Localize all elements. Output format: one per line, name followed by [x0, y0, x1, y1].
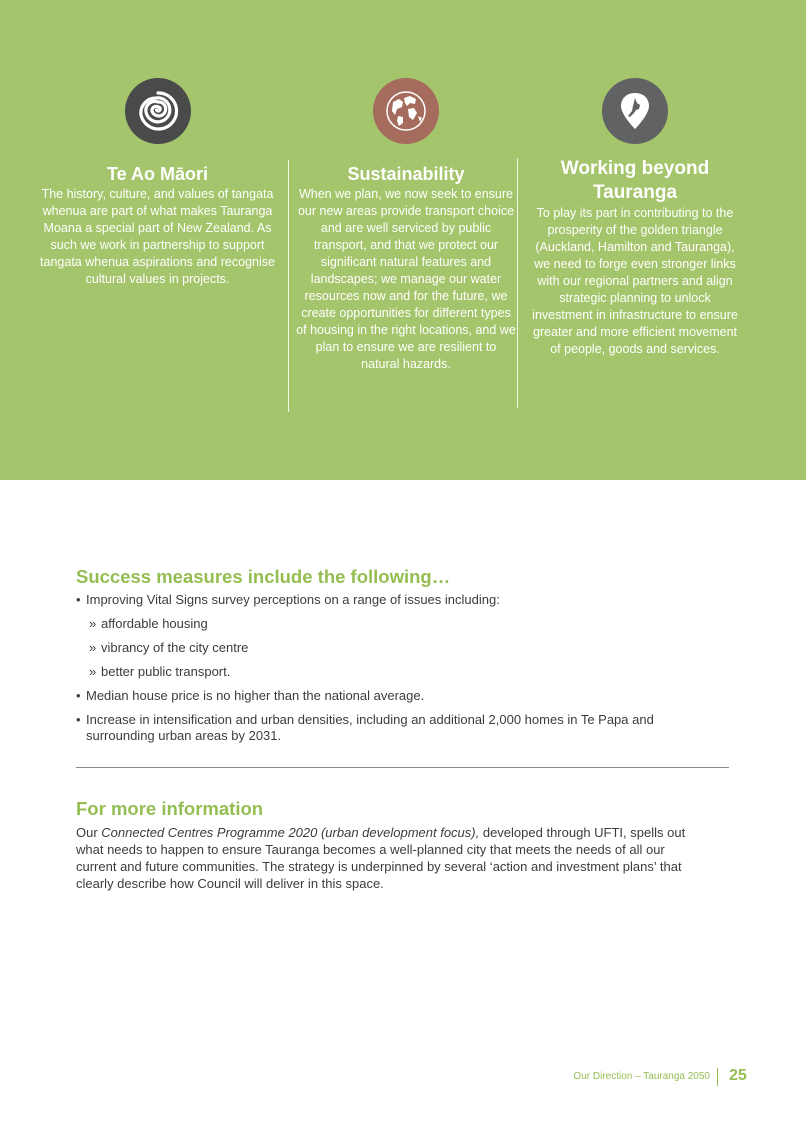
pillar-title-line: Working beyond: [560, 158, 710, 179]
pillar-title: Te Ao Māori: [106, 164, 208, 184]
success-list: [76, 592, 730, 744]
text-run: clearly describe how Council will deliver in this space.: [76, 876, 384, 891]
nz-map-pin-icon: [602, 78, 668, 144]
list-item-line: Increase in intensification and urban densities, including an additional 2,000 homes in Te Papa and: [86, 712, 654, 727]
programme-title: Connected Centres Programme 2020 (urban development focus),: [101, 825, 480, 840]
column-divider: [288, 160, 289, 412]
section-heading: Success measures include the following…: [76, 566, 451, 587]
pillar-te-ao-maori: [30, 78, 285, 288]
document-title: Our Direction – Tauranga 2050: [573, 1071, 710, 1082]
text-run: current and future communities. The strategy is underpinned by several ‘action and investment plans’ that: [76, 859, 682, 874]
text-run: Our: [76, 825, 102, 840]
success-measures-section: [76, 565, 730, 744]
more-info-paragraph: [76, 824, 730, 892]
list-item: • Improving Vital Signs survey perceptions on a range of issues including:: [76, 592, 730, 608]
sub-list-item: » vibrancy of the city centre: [89, 640, 730, 656]
pillar-title: Sustainability: [347, 164, 465, 184]
pillar-sustainability: [296, 78, 516, 373]
sub-list-item: » better public transport.: [89, 664, 730, 680]
pillar-body: When we plan, we now seek to ensure our new areas provide transport choice and are well serviced by public transport, and that we protect our significant natural features and landscapes; we manage our water resources now and for the future, we create opportunities for different types of housing in the right locations, and we plan to ensure we are resilient to natural hazards.: [296, 187, 516, 371]
section-heading: For more information: [76, 798, 264, 819]
page-number: 25: [729, 1067, 747, 1084]
pillar-body: To play its part in contributing to the prosperity of the golden triangle (Auckland, Hamilton and Tauranga), we need to forge even stronger links with our regional partners and align strategic planning to unlock investment in infrastructure to ensure greater and more efficient movement of people, goods and services.: [532, 206, 738, 356]
page-footer: [540, 1068, 752, 1086]
column-divider: [517, 158, 518, 408]
list-item-line: surrounding urban areas by 2031.: [86, 728, 282, 743]
list-item: • Median house price is no higher than the national average.: [76, 688, 730, 704]
more-information-section: [76, 797, 730, 892]
section-divider: [76, 767, 729, 768]
text-run: developed through UFTI, spells out: [479, 825, 686, 840]
pillar-title: [530, 157, 740, 205]
sub-list-item: » affordable housing: [89, 616, 730, 632]
list-item: [76, 712, 730, 744]
text-run: what needs to happen to ensure Tauranga becomes a well-planned city that meets the needs of all our: [76, 842, 665, 857]
globe-icon: [373, 78, 439, 144]
pillar-title-line: Tauranga: [592, 182, 678, 203]
footer-divider: [717, 1068, 718, 1086]
pillar-working-beyond-tauranga: [530, 78, 740, 358]
pillar-body: The history, culture, and values of tangata whenua are part of what makes Tauranga Moana a special part of New Zealand. As such we work in partnership to support tangata whenua aspirations and recognise cultural values in projects.: [40, 187, 275, 286]
koru-spiral-icon: [125, 78, 191, 144]
